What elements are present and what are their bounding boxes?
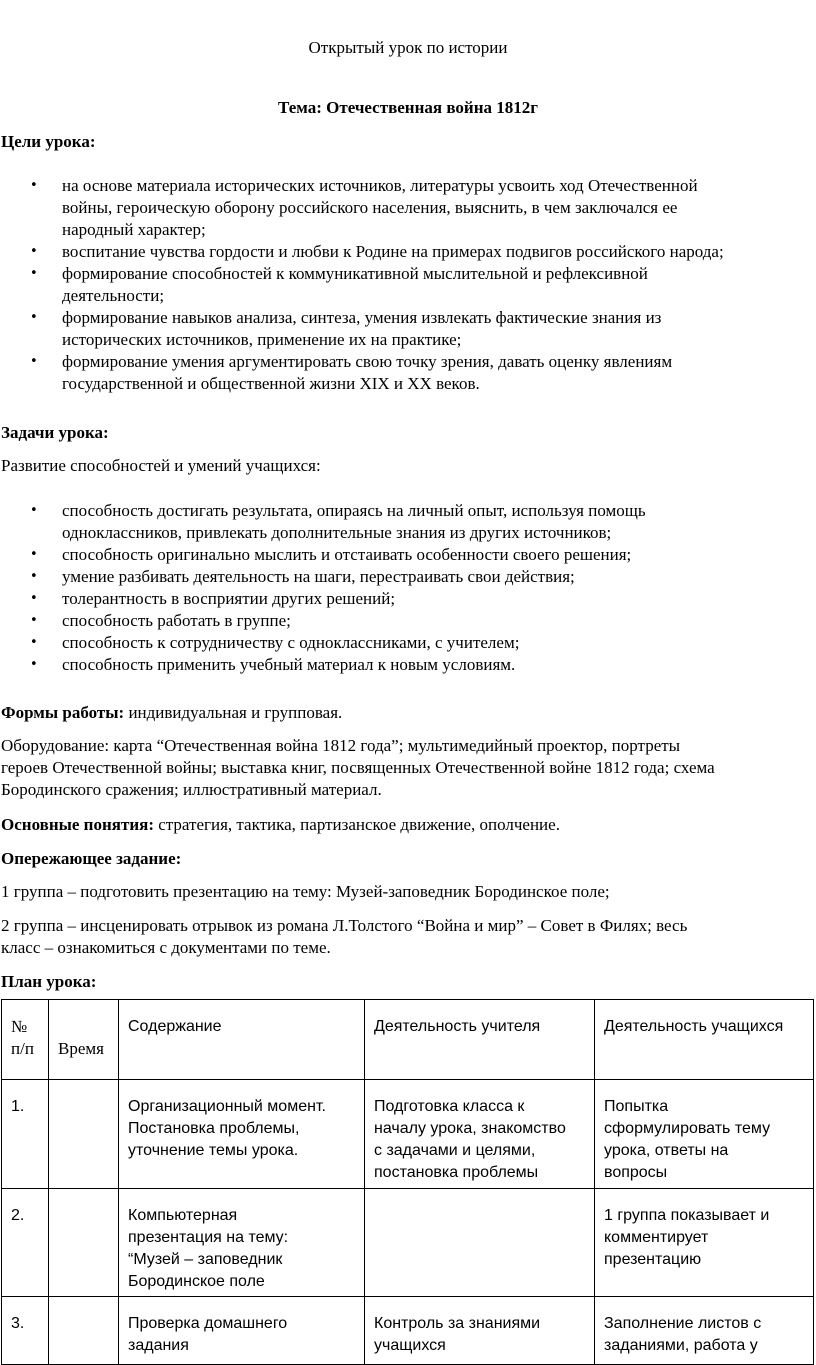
task-item-line: • толерантность в восприятии других решений; bbox=[62, 589, 396, 608]
row-num: 3. bbox=[2, 1297, 49, 1365]
key-concepts: Основные понятия: стратегия, тактика, партизанское движение, ополчение. bbox=[1, 815, 560, 834]
row-content-line: “Музей – заповедник bbox=[128, 1251, 283, 1268]
row-content-line: Проверка домашнего bbox=[128, 1315, 288, 1332]
row-teacher bbox=[365, 1189, 595, 1297]
header-num: № п/п bbox=[2, 1000, 49, 1080]
task-item bbox=[0, 610, 816, 632]
row-students-line: Попытка bbox=[604, 1098, 669, 1115]
advance-group-2-line-1: 2 группа – инсценировать отрывок из романа Л.Толстого “Война и мир” – Совет в Филях; весь bbox=[1, 916, 688, 935]
task-item bbox=[0, 566, 816, 588]
row-teacher-line: учащихся bbox=[374, 1337, 446, 1354]
row-num: 1. bbox=[2, 1080, 49, 1189]
equipment-line-1: Оборудование: карта “Отечественная война 1812 года”; мультимедийный проектор, портреты bbox=[1, 736, 681, 755]
row-time bbox=[49, 1080, 119, 1189]
row-teacher-line: началу урока, знакомство bbox=[374, 1120, 566, 1137]
goal-item-line: государственной и общественной жизни XIX и XX веков. bbox=[62, 374, 480, 393]
goal-item-line: • формирование умения аргументировать свою точку зрения, давать оценку явлениям bbox=[62, 352, 673, 371]
row-students-line: Заполнение листов с bbox=[604, 1315, 762, 1332]
row-content bbox=[119, 1080, 365, 1189]
row-students bbox=[595, 1297, 814, 1365]
goal-item-line: народный характер; bbox=[62, 220, 206, 239]
tasks-list bbox=[0, 500, 816, 676]
goal-item-line: • воспитание чувства гордости и любви к Родине на примерах подвигов российского народа; bbox=[62, 242, 724, 261]
row-content-line: Постановка проблемы, bbox=[128, 1120, 300, 1137]
row-content-line: уточнение темы урока. bbox=[128, 1142, 299, 1159]
goals-heading: Цели урока: bbox=[1, 132, 96, 151]
task-item bbox=[0, 654, 816, 676]
plan-row bbox=[2, 1297, 814, 1365]
header-time: Время bbox=[49, 1000, 119, 1080]
row-content-line: Организационный момент. bbox=[128, 1098, 326, 1115]
row-teacher-line: постановка проблемы bbox=[374, 1164, 539, 1181]
task-item bbox=[0, 632, 816, 654]
plan-heading: План урока: bbox=[1, 972, 97, 991]
row-teacher-line: с задачами и целями, bbox=[374, 1142, 536, 1159]
advance-task-heading: Опережающее задание: bbox=[1, 849, 182, 868]
task-item bbox=[0, 544, 816, 566]
lesson-plan-table bbox=[1, 999, 814, 1365]
advance-group-2-line-2: класс – ознакомиться с документами по теме. bbox=[1, 938, 331, 957]
plan-row bbox=[2, 1080, 814, 1189]
plan-header-row bbox=[2, 1000, 814, 1080]
task-item bbox=[0, 500, 816, 544]
goal-item-line: • формирование навыков анализа, синтеза, умения извлекать фактические знания из bbox=[62, 308, 662, 327]
row-teacher bbox=[365, 1080, 595, 1189]
row-content-line: презентация на тему: bbox=[128, 1229, 289, 1246]
goal-item bbox=[0, 263, 816, 307]
row-teacher bbox=[365, 1297, 595, 1365]
row-content-line: задания bbox=[128, 1337, 189, 1354]
row-students bbox=[595, 1080, 814, 1189]
row-students-line: комментирует bbox=[604, 1229, 709, 1246]
work-forms: Формы работы: индивидуальная и групповая. bbox=[1, 703, 343, 722]
row-students-line: вопросы bbox=[604, 1164, 668, 1181]
plan-row bbox=[2, 1189, 814, 1297]
row-content-line: Компьютерная bbox=[128, 1207, 238, 1224]
advance-group-1: 1 группа – подготовить презентацию на тему: Музей-заповедник Бородинское поле; bbox=[1, 882, 610, 901]
row-students-line: презентацию bbox=[604, 1251, 702, 1268]
task-item-line: • способность применить учебный материал к новым условиям. bbox=[62, 655, 516, 674]
row-content-line: Бородинское поле bbox=[128, 1273, 265, 1290]
header-content: Содержание bbox=[119, 1000, 365, 1080]
tasks-intro: Развитие способностей и умений учащихся: bbox=[1, 456, 321, 475]
equipment-line-2: героев Отечественной войны; выставка книг, посвященных Отечественной войне 1812 года; схема bbox=[1, 758, 715, 777]
row-num: 2. bbox=[2, 1189, 49, 1297]
row-time bbox=[49, 1297, 119, 1365]
row-teacher-line: Контроль за знаниями bbox=[374, 1315, 541, 1332]
row-teacher-line: Подготовка класса к bbox=[374, 1098, 525, 1115]
goal-item-line: исторических источников, применение их на практике; bbox=[62, 330, 462, 349]
row-students bbox=[595, 1189, 814, 1297]
row-students-line: 1 группа показывает и bbox=[604, 1207, 770, 1224]
document-title: Открытый урок по истории bbox=[308, 38, 508, 57]
equipment-line-3: Бородинского сражения; иллюстративный материал. bbox=[1, 780, 382, 799]
goal-item bbox=[0, 241, 816, 263]
goal-item-line: • на основе материала исторических источников, литературы усвоить ход Отечественной bbox=[62, 176, 698, 195]
row-content bbox=[119, 1189, 365, 1297]
row-students-line: урока, ответы на bbox=[604, 1142, 729, 1159]
goals-list bbox=[0, 175, 816, 395]
goal-item-line: войны, героическую оборону российского населения, выяснить, в чем заключался ее bbox=[62, 198, 678, 217]
row-content bbox=[119, 1297, 365, 1365]
lesson-topic: Тема: Отечественная война 1812г bbox=[278, 98, 538, 117]
goal-item bbox=[0, 351, 816, 395]
task-item-line: • способность работать в группе; bbox=[62, 611, 291, 630]
row-students-line: заданиями, работа у bbox=[604, 1337, 758, 1354]
task-item-line: • способность достигать результата, опираясь на личный опыт, используя помощь bbox=[62, 501, 646, 520]
goal-item bbox=[0, 307, 816, 351]
header-teacher: Деятельность учителя bbox=[365, 1000, 595, 1080]
goal-item-line: • формирование способностей к коммуникативной мыслительной и рефлексивной bbox=[62, 264, 648, 283]
row-time bbox=[49, 1189, 119, 1297]
row-students-line: сформулировать тему bbox=[604, 1120, 771, 1137]
task-item-line: одноклассников, привлекать дополнительные знания из других источников; bbox=[62, 523, 612, 542]
goal-item bbox=[0, 175, 816, 241]
tasks-heading: Задачи урока: bbox=[1, 423, 109, 442]
header-students: Деятельность учащихся bbox=[595, 1000, 814, 1080]
goal-item-line: деятельности; bbox=[62, 286, 165, 305]
task-item-line: • способность к сотрудничеству с одноклассниками, с учителем; bbox=[62, 633, 520, 652]
task-item bbox=[0, 588, 816, 610]
task-item-line: • умение разбивать деятельность на шаги, перестраивать свои действия; bbox=[62, 567, 575, 586]
task-item-line: • способность оригинально мыслить и отстаивать особенности своего решения; bbox=[62, 545, 632, 564]
